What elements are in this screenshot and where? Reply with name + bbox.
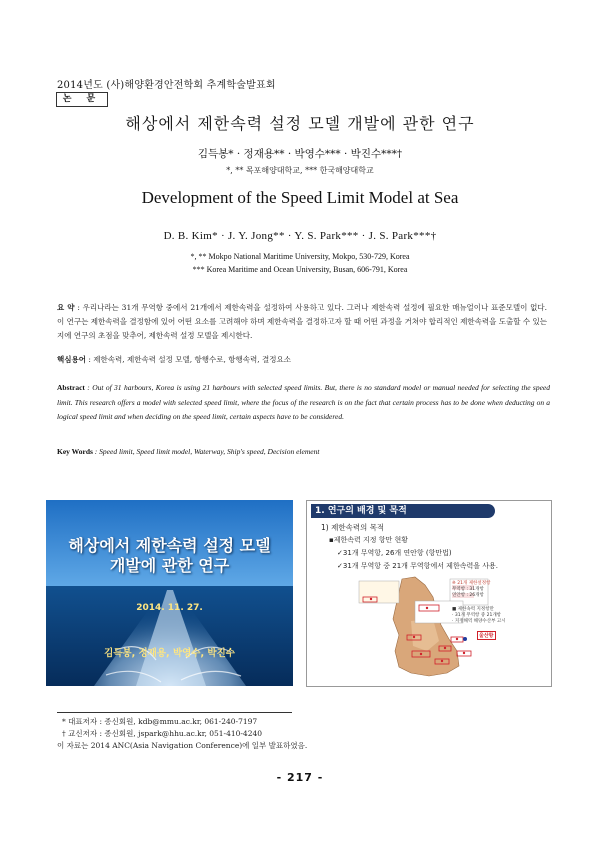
presentation-title-slide	[46, 500, 293, 686]
conference-header: 2014년도 (사)해양환경안전학회 추계학술발표회	[57, 80, 276, 91]
slide2-note-line-2: · 31개 무역항 중 21개항	[452, 613, 502, 618]
slide2-legend-item-1: 무역항 : 31개항	[452, 587, 484, 592]
presentation-background-slide	[306, 500, 552, 687]
keywords-english	[57, 447, 550, 456]
slide2-bullet: ▪제한속력 지정 항만 현황	[329, 536, 409, 544]
keywords-korean-label: 핵심용어	[57, 355, 86, 364]
slide2-subheading: 1) 제한속력의 목적	[321, 523, 385, 532]
footnote-note: 이 자료는 2014 ANC(Asia Navigation Conference)에 일부 발표하였음.	[57, 741, 308, 750]
paper-type-badge: 논 문	[56, 92, 108, 107]
keywords-english-label: Key Words	[57, 447, 93, 456]
footnote-corresponding: * 대표저자 : 종신회원, kdb@mmu.ac.kr, 061-240-7197	[62, 717, 258, 726]
footnote-co-author: † 교신저자 : 종신회원, jspark@hhu.ac.kr, 051-410-4240	[62, 729, 263, 738]
authors-english: D. B. Kim* · J. Y. Jong** · Y. S. Park*** · J. S. Park***†	[163, 230, 437, 242]
slide1-title-line2: 개발에 관한 연구	[109, 556, 230, 575]
slide2-note-line-1: ■ 제한속력 지정항만	[452, 607, 494, 612]
footnote-divider	[57, 712, 292, 713]
abstract-korean-label: 요 약	[57, 303, 75, 312]
keywords-english-text: : Speed limit, Speed limit model, Waterway, Ship's speed, Decision element	[92, 447, 320, 456]
abstract-english-label: Abstract	[57, 383, 85, 392]
title-korean: 해상에서 제한속력 설정 모델 개발에 관한 연구	[125, 114, 475, 133]
abstract-korean	[57, 301, 547, 343]
slide2-note-line-3: · 지정해역 해양수산부 고시	[452, 619, 506, 624]
slide1-date: 2014. 11. 27.	[136, 603, 203, 613]
title-english: Development of the Speed Limit Model at Sea	[141, 188, 459, 207]
affiliation-english-2: *** Korea Maritime and Ocean University, Busan, 606-791, Korea	[192, 265, 408, 274]
slide1-title-line1: 해상에서 제한속력 설정 모델	[68, 536, 271, 555]
slide2-check1: ✓31개 무역항, 26개 연안항 (항만법)	[337, 549, 452, 557]
slide2-legend-title: ※ 21개 제한설정항	[452, 581, 491, 586]
authors-korean: 김득봉* · 정재용** · 박영수*** · 박진수***†	[197, 148, 403, 160]
korea-port-map	[307, 501, 551, 686]
affiliation-korean: *, ** 목포해양대학교, *** 한국해양대학교	[226, 166, 374, 175]
slide1-authors: 김득봉, 정재용, 박영수, 박진수	[104, 648, 235, 659]
keywords-korean-text: : 제한속력, 제한속력 설정 모델, 항행수로, 항행속력, 결정요소	[85, 355, 291, 364]
slide2-check2: ✓31개 무역항 중 21개 무역항에서 제한속력을 사용.	[337, 562, 498, 570]
slide2-port-label: 울산항	[479, 633, 494, 639]
slide2-legend-item-2: 연안항 : 26개항	[452, 593, 484, 598]
abstract-korean-text: : 우리나라는 31개 무역항 중에서 21개에서 제한속력을 설정하여 사용하고 있다. 그러나 제한속력 설정에 필요한 매뉴얼이나 표준모델이 없다. 이 연구는 제한속력을 결정함에 있어 어떤 요소를 고려해야 하며 제한속력을 결정하고자 할 때 어떤 과정을 거쳐야 합리적인 제한속력을 도출할 수 있는지에 연구의 초점을 맞추어, 제한속력 설정 모델을 제시한다.	[57, 303, 547, 340]
abstract-english-text: : Out of 31 harbours, Korea is using 21 harbours with selected speed limits. But, there is no standard model or manual needed for selecting the speed limit. This research offers a model with selected speed limit, where the focus of the research is on the fact that certain process has to be done when deducting on a logical speed limit and when deciding on the speed limit, certain aspects have to be considered.	[57, 383, 550, 421]
keywords-korean	[57, 354, 547, 365]
slide2-heading: 1. 연구의 배경 및 목적	[311, 504, 495, 518]
page-number: - 217 -	[276, 771, 324, 784]
abstract-english	[57, 381, 550, 425]
affiliation-english-1: *, ** Mokpo National Maritime University, Mokpo, 530-729, Korea	[190, 252, 410, 261]
